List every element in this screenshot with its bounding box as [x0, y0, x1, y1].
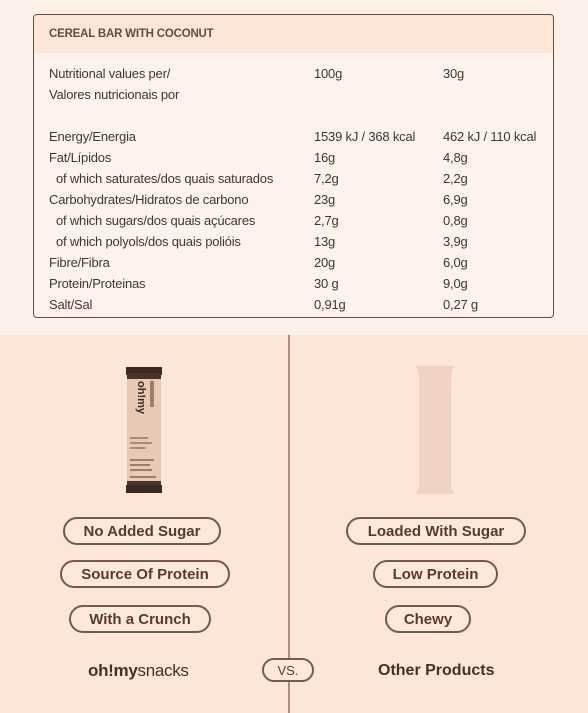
header-label-en: Nutritional values per/ [49, 66, 171, 81]
row-label: Fibre/Fibra [49, 255, 110, 270]
ohmysnacks-logo [88, 661, 189, 681]
table-row [49, 231, 553, 252]
pill-with-a-crunch: With a Crunch [69, 605, 211, 633]
row-value-100g: 0,91g [314, 297, 346, 312]
nutrition-table-card [33, 14, 554, 318]
bar-logo-text: oh!my [135, 381, 147, 414]
brand-bold: oh!my [88, 661, 138, 680]
row-label: Protein/Proteinas [49, 276, 146, 291]
row-value-30g: 0,27 g [443, 297, 478, 312]
table-row [49, 252, 553, 273]
row-value-30g: 462 kJ / 110 kcal [443, 129, 537, 144]
row-value-100g: 23g [314, 192, 336, 207]
nutrition-title: CEREAL BAR WITH COCONUT [34, 15, 553, 53]
row-label: of which saturates/dos quais saturados [56, 171, 274, 186]
row-value-30g: 2,2g [443, 171, 468, 186]
row-value-30g: 0,8g [443, 213, 468, 228]
table-row [49, 273, 553, 294]
nutrition-table [49, 63, 553, 315]
row-value-100g: 1539 kJ / 368 kcal [314, 129, 416, 144]
row-label: of which sugars/dos quais açúcares [56, 213, 256, 228]
nutrition-header-row-2 [49, 84, 553, 105]
row-value-30g: 6,0g [443, 255, 468, 270]
other-product-silhouette [415, 363, 455, 497]
row-value-100g: 13g [314, 234, 336, 249]
row-value-100g: 2,7g [314, 213, 339, 228]
header-col-100g: 100g [314, 66, 343, 81]
row-label: Salt/Sal [49, 297, 93, 312]
brand-rest: snacks [137, 661, 189, 680]
pill-chewy: Chewy [385, 605, 471, 633]
row-label: Energy/Energia [49, 129, 136, 144]
comparison-section [0, 335, 588, 713]
table-row [49, 126, 553, 147]
row-value-30g: 9,0g [443, 276, 468, 291]
row-value-30g: 4,8g [443, 150, 468, 165]
other-products-label: Other Products [378, 662, 495, 679]
header-col-30g: 30g [443, 66, 465, 81]
comparison-divider [288, 335, 290, 713]
table-row [49, 189, 553, 210]
pill-loaded-with-sugar: Loaded With Sugar [346, 517, 526, 545]
table-row [49, 147, 553, 168]
ohmy-bar-image [124, 363, 164, 497]
row-value-100g: 7,2g [314, 171, 339, 186]
row-value-100g: 30 g [314, 276, 339, 291]
table-row [49, 210, 553, 231]
pill-low-protein: Low Protein [373, 560, 498, 588]
row-value-30g: 6,9g [443, 192, 468, 207]
table-row [49, 168, 553, 189]
row-label: Carbohydrates/Hidratos de carbono [49, 192, 249, 207]
row-value-100g: 16g [314, 150, 336, 165]
table-row [49, 294, 553, 315]
pill-source-of-protein: Source Of Protein [60, 560, 230, 588]
row-value-100g: 20g [314, 255, 336, 270]
row-label: of which polyols/dos quais polióis [56, 234, 241, 249]
pill-no-added-sugar: No Added Sugar [63, 517, 221, 545]
nutrition-header-row [49, 63, 553, 84]
header-label-pt: Valores nutricionais por [49, 87, 180, 102]
row-value-30g: 3,9g [443, 234, 468, 249]
row-label: Fat/Lípidos [49, 150, 112, 165]
vs-badge: VS. [262, 658, 314, 682]
